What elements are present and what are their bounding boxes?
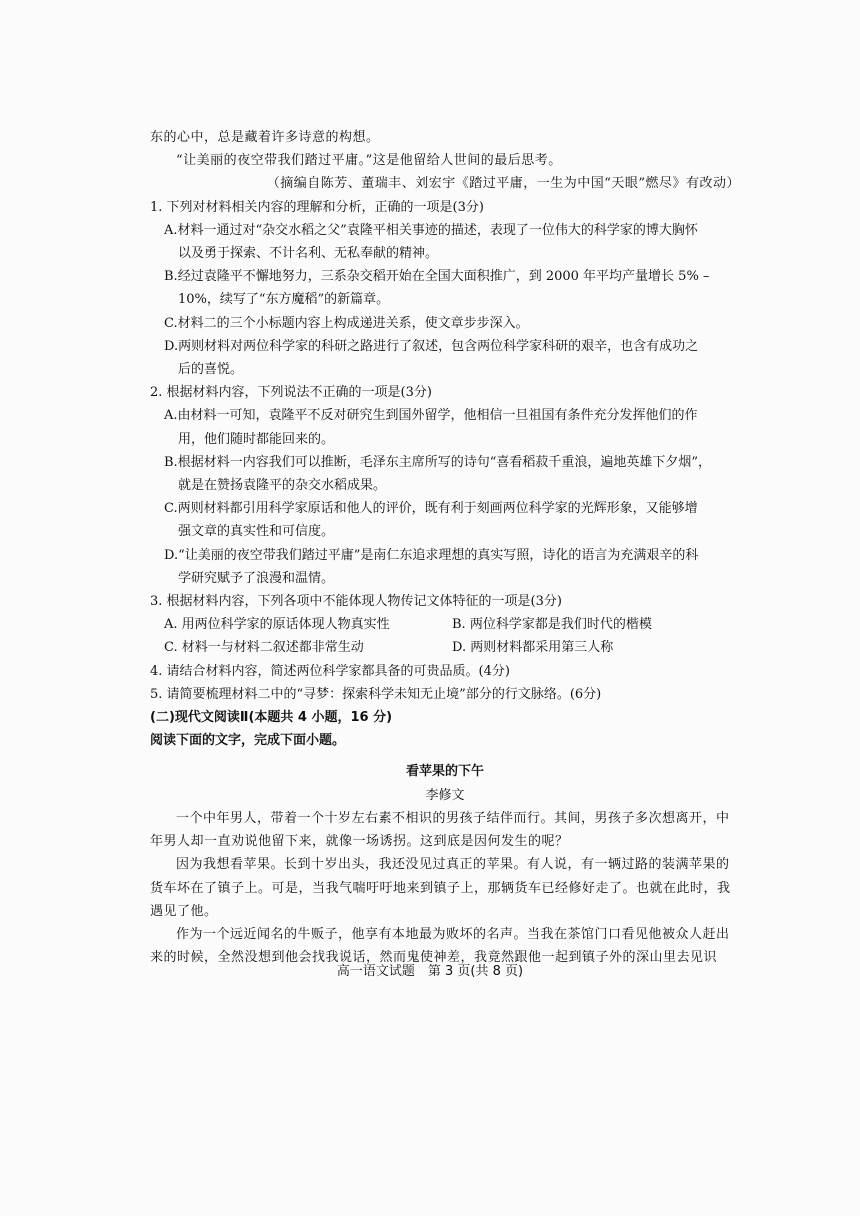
option-text: “让美丽的夜空带我们踏过平庸”是南仁东追求理想的真实写照，诗化的语言为充满艰辛的科 xyxy=(178,547,699,563)
section-instruction: 阅读下面的文字，完成下面小题。 xyxy=(150,733,346,749)
page-footer: 高一语文试题 第 3 页(共 8 页) xyxy=(336,964,524,979)
article-author: 李修文 xyxy=(425,787,465,803)
option-text: 两则材料都引用科学家原话和他人的评价，既有利于刻画两位科学家的光辉形象，又能够增 xyxy=(177,501,698,517)
option-label: A. xyxy=(164,222,178,238)
question-5: 5. 请简要梳理材料二中的“寻梦：探索科学未知无止境”部分的行文脉络。(6分) xyxy=(150,686,602,702)
q2-option-c xyxy=(150,497,740,543)
section-heading: (二)现代文阅读Ⅱ(本题共 4 小题，16 分) xyxy=(150,710,393,726)
q1-option-b xyxy=(150,265,740,311)
option-label: B. xyxy=(164,454,178,470)
page-content xyxy=(150,126,740,969)
q3-option-d: D. 两则材料都采用第三人称 xyxy=(452,640,614,656)
question-3-stem: 3. 根据材料内容，下列各项中不能体现人物传记文体特征的一项是(3分) xyxy=(150,594,562,610)
option-text: 两则材料对两位科学家的科研之路进行了叙述，包含两位科学家科研的艰辛，也含有成功之 xyxy=(178,338,699,354)
option-label: D. xyxy=(164,338,179,354)
option-continuation: 用，他们随时都能回来的。 xyxy=(178,431,335,447)
option-continuation: 10%，续写了“东方魔稻”的新篇章。 xyxy=(178,292,390,308)
option-continuation: 后的喜悦。 xyxy=(178,362,244,378)
option-text: 由材料一可知，袁隆平不反对研究生到国外留学，他相信一旦祖国有条件充分发挥他们的作 xyxy=(177,408,698,424)
q3-option-c: C. 材料一与材料二叙述都非常生动 xyxy=(164,640,364,656)
question-4: 4. 请结合材料内容，简述两位科学家都具备的可贵品质。(4分) xyxy=(150,663,510,679)
passage-line: 东的心中，总是藏着许多诗意的构想。 xyxy=(150,130,380,145)
source-citation: （摘编自陈芳、董瑞丰、刘宏宇《踏过平庸，一生为中国“天眼”燃尽》有改动） xyxy=(266,176,740,192)
option-continuation: 以及勇于探索、不计名利、无私奉献的精神。 xyxy=(178,246,439,262)
q3-option-b: B. 两位科学家都是我们时代的楷模 xyxy=(452,617,652,633)
question-1-stem: 1. 下列对材料相关内容的理解和分析，正确的一项是(3分) xyxy=(150,199,484,215)
option-continuation: 学研究赋予了浪漫和温情。 xyxy=(178,570,335,586)
q2-option-b xyxy=(150,451,740,497)
q3-option-a: A. 用两位科学家的原话体现人物真实性 xyxy=(164,617,390,633)
article-paragraph: 一个中年男人，带着一个十岁左右素不相识的男孩子结伴而行。其间，男孩子多次想离开，中年男人却一直劝说他留下来，就像一场诱拐。这到底是因何发生的呢？ xyxy=(150,810,730,850)
option-text: 根据材料一内容我们可以推断，毛泽东主席所写的诗句“喜看稻菽千重浪，遍地英雄下夕烟”， xyxy=(177,454,711,470)
option-label: A. xyxy=(164,408,178,424)
option-text: 材料一通过对“杂交水稻之父”袁隆平相关事迹的描述，表现了一位伟大的科学家的博大胸怀 xyxy=(177,222,698,238)
q3-options-row-1 xyxy=(150,613,740,636)
question-2-stem: 2. 根据材料内容，下列说法不正确的一项是(3分) xyxy=(150,385,432,401)
option-continuation: 就是在赞扬袁隆平的杂交水稻成果。 xyxy=(178,478,387,494)
q1-option-a xyxy=(150,219,740,265)
passage-line: “让美丽的夜空带我们踏过平庸。”这是他留给人世间的最后思考。 xyxy=(176,153,562,169)
option-label: B. xyxy=(164,269,178,285)
article-paragraph: 作为一个远近闻名的牛贩子，他享有本地最为败坏的名声。当我在茶馆门口看见他被众人赶出来的时候，全然没想到他会找我说话，然而鬼使神差，我竟然跟他一起到镇子外的深山里去见识 xyxy=(150,926,730,966)
option-text: 经过袁隆平不懈地努力，三系杂交稻开始在全国大面积推广，到 2000 年平均产量增长 5% – xyxy=(177,269,710,285)
option-text: 材料二的三个小标题内容上构成递进关系，使文章步步深入。 xyxy=(177,315,529,331)
article-paragraph: 因为我想看苹果。长到十岁出头，我还没见过真正的苹果。有人说，有一辆过路的装满苹果的货车坏在了镇子上。可是，当我气喘吁吁地来到镇子上，那辆货车已经修好走了。也就在此时，我遇见了他。 xyxy=(150,857,731,919)
q1-option-c xyxy=(150,312,740,335)
q2-option-a xyxy=(150,404,740,450)
q2-option-d xyxy=(150,544,740,590)
option-label: C. xyxy=(164,501,178,517)
q1-option-d xyxy=(150,335,740,381)
option-label: C. xyxy=(164,315,178,331)
q3-options-row-2 xyxy=(150,636,740,659)
option-continuation: 强文章的真实性和可信度。 xyxy=(178,524,335,540)
option-label: D. xyxy=(164,547,179,563)
article-title: 看苹果的下午 xyxy=(405,764,484,780)
